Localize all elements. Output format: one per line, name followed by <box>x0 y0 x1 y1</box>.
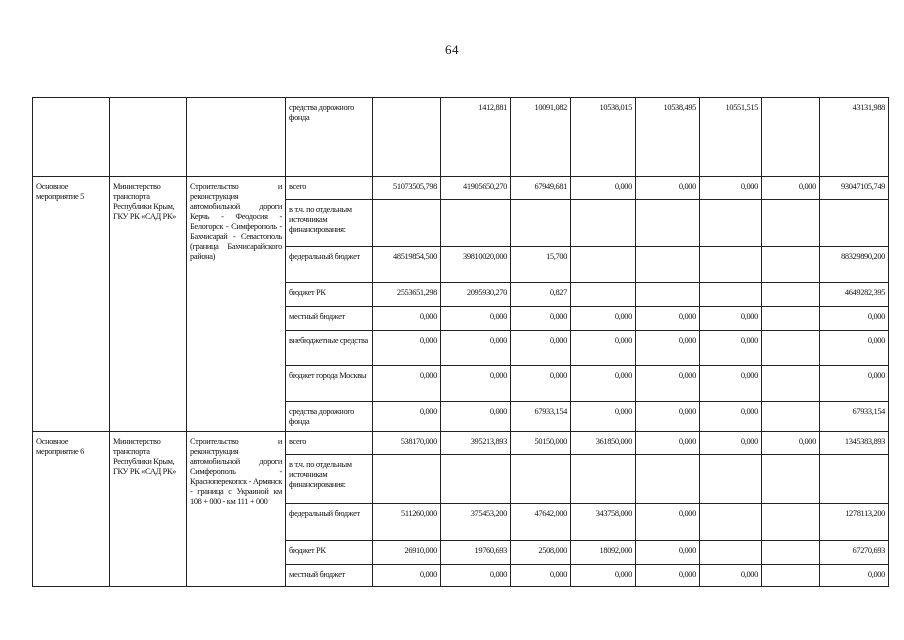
value-cell <box>762 98 820 177</box>
value-cell: 0,000 <box>511 331 571 366</box>
measure-name: Основное мероприятие 5 <box>33 177 110 432</box>
value-cell: 0,000 <box>636 402 700 432</box>
value-cell: 50150,000 <box>511 432 571 455</box>
value-cell: 67933,154 <box>511 402 571 432</box>
value-cell: 2095930,270 <box>441 283 511 307</box>
value-cell: 0,000 <box>636 366 700 402</box>
value-cell: 375453,200 <box>441 504 511 541</box>
value-cell: 39810020,000 <box>441 247 511 283</box>
table-cell <box>110 98 187 177</box>
value-cell: 0,000 <box>762 177 820 200</box>
total-cell: 67270,693 <box>820 541 889 565</box>
total-cell: 93047105,749 <box>820 177 889 200</box>
value-cell <box>636 455 700 504</box>
value-cell: 0,000 <box>636 177 700 200</box>
total-cell <box>820 200 889 247</box>
source-label: федеральный бюджет <box>286 504 373 541</box>
value-cell <box>373 200 441 247</box>
value-cell: 10091,082 <box>511 98 571 177</box>
value-cell: 1412,881 <box>441 98 511 177</box>
measure-description: Строительство и реконструкция автомобильной дороги Симферополь - Красноперекопск - Армянск - граница с Украиной км 108 + 000 - км 111 + 000 <box>187 432 286 587</box>
source-label: всего <box>286 177 373 200</box>
source-label: бюджет РК <box>286 541 373 565</box>
value-cell: 0,000 <box>373 366 441 402</box>
value-cell <box>636 247 700 283</box>
table-cell <box>33 98 110 177</box>
total-cell: 0,000 <box>820 565 889 587</box>
value-cell: 0,000 <box>441 331 511 366</box>
value-cell: 511260,000 <box>373 504 441 541</box>
table-cell <box>187 98 286 177</box>
value-cell <box>636 200 700 247</box>
value-cell: 0,000 <box>373 331 441 366</box>
value-cell: 0,000 <box>441 402 511 432</box>
source-label: в т.ч. по отдельным источникам финансирования: <box>286 200 373 247</box>
source-label: в т.ч. по отдельным источникам финансирования: <box>286 455 373 504</box>
responsible-executor: Министерство транспорта Республики Крым, ГКУ РК «САД РК» <box>110 432 187 587</box>
value-cell <box>762 307 820 331</box>
total-cell: 0,000 <box>820 366 889 402</box>
value-cell: 0,000 <box>700 565 762 587</box>
total-cell: 4649282,395 <box>820 283 889 307</box>
source-label: бюджет города Москвы <box>286 366 373 402</box>
budget-table <box>32 97 889 587</box>
value-cell: 10538,015 <box>571 98 636 177</box>
value-cell <box>441 200 511 247</box>
value-cell <box>762 402 820 432</box>
value-cell <box>700 504 762 541</box>
value-cell <box>762 565 820 587</box>
source-label: местный бюджет <box>286 307 373 331</box>
table-row <box>33 177 889 200</box>
value-cell: 0,000 <box>373 402 441 432</box>
value-cell <box>762 283 820 307</box>
total-cell: 67933,154 <box>820 402 889 432</box>
value-cell: 0,000 <box>700 402 762 432</box>
total-cell: 43131,988 <box>820 98 889 177</box>
value-cell: 47642,000 <box>511 504 571 541</box>
value-cell: 0,000 <box>636 504 700 541</box>
value-cell <box>762 247 820 283</box>
value-cell: 0,000 <box>636 307 700 331</box>
value-cell <box>511 200 571 247</box>
value-cell: 48519854,500 <box>373 247 441 283</box>
value-cell: 2508,000 <box>511 541 571 565</box>
value-cell: 10538,495 <box>636 98 700 177</box>
value-cell <box>700 247 762 283</box>
value-cell: 0,827 <box>511 283 571 307</box>
total-cell: 1345383,893 <box>820 432 889 455</box>
value-cell: 0,000 <box>700 331 762 366</box>
value-cell: 26910,000 <box>373 541 441 565</box>
value-cell: 15,700 <box>511 247 571 283</box>
source-label: внебюджетные средства <box>286 331 373 366</box>
responsible-executor: Министерство транспорта Республики Крым, ГКУ РК «САД РК» <box>110 177 187 432</box>
value-cell: 67949,681 <box>511 177 571 200</box>
value-cell: 361850,000 <box>571 432 636 455</box>
value-cell: 538170,000 <box>373 432 441 455</box>
value-cell: 0,000 <box>571 177 636 200</box>
source-label: средства дорожного фонда <box>286 402 373 432</box>
value-cell: 0,000 <box>511 307 571 331</box>
value-cell: 0,000 <box>700 177 762 200</box>
value-cell <box>762 366 820 402</box>
value-cell: 343758,000 <box>571 504 636 541</box>
value-cell: 0,000 <box>441 565 511 587</box>
value-cell: 51073505,798 <box>373 177 441 200</box>
value-cell: 41905650,270 <box>441 177 511 200</box>
value-cell: 0,000 <box>571 331 636 366</box>
value-cell: 0,000 <box>636 432 700 455</box>
source-label: федеральный бюджет <box>286 247 373 283</box>
value-cell <box>441 455 511 504</box>
value-cell: 10551,515 <box>700 98 762 177</box>
value-cell: 2553651,298 <box>373 283 441 307</box>
source-label: средства дорожного фонда <box>286 98 373 177</box>
value-cell: 19760,693 <box>441 541 511 565</box>
value-cell: 0,000 <box>511 565 571 587</box>
value-cell <box>762 200 820 247</box>
table-row <box>33 432 889 455</box>
value-cell <box>700 283 762 307</box>
value-cell: 0,000 <box>571 366 636 402</box>
value-cell: 0,000 <box>571 402 636 432</box>
value-cell <box>762 541 820 565</box>
value-cell: 0,000 <box>571 565 636 587</box>
value-cell: 395213,893 <box>441 432 511 455</box>
value-cell: 18092,000 <box>571 541 636 565</box>
value-cell <box>762 504 820 541</box>
value-cell <box>571 455 636 504</box>
value-cell <box>700 541 762 565</box>
value-cell: 0,000 <box>441 366 511 402</box>
value-cell <box>373 98 441 177</box>
value-cell: 0,000 <box>636 541 700 565</box>
value-cell: 0,000 <box>700 366 762 402</box>
value-cell <box>700 200 762 247</box>
value-cell <box>373 455 441 504</box>
value-cell: 0,000 <box>441 307 511 331</box>
total-cell: 1278113,200 <box>820 504 889 541</box>
value-cell: 0,000 <box>373 307 441 331</box>
source-label: всего <box>286 432 373 455</box>
page-number: 64 <box>445 42 459 57</box>
value-cell <box>511 455 571 504</box>
value-cell <box>762 331 820 366</box>
measure-name: Основное мероприятие 6 <box>33 432 110 587</box>
total-cell <box>820 455 889 504</box>
value-cell: 0,000 <box>571 307 636 331</box>
value-cell: 0,000 <box>373 565 441 587</box>
total-cell: 88329890,200 <box>820 247 889 283</box>
value-cell: 0,000 <box>636 565 700 587</box>
value-cell: 0,000 <box>636 331 700 366</box>
source-label: бюджет РК <box>286 283 373 307</box>
total-cell: 0,000 <box>820 307 889 331</box>
value-cell <box>762 455 820 504</box>
value-cell <box>700 455 762 504</box>
total-cell: 0,000 <box>820 331 889 366</box>
value-cell <box>571 200 636 247</box>
value-cell: 0,000 <box>511 366 571 402</box>
source-label: местный бюджет <box>286 565 373 587</box>
value-cell <box>571 283 636 307</box>
value-cell: 0,000 <box>700 307 762 331</box>
table-row <box>33 98 889 177</box>
value-cell: 0,000 <box>700 432 762 455</box>
value-cell <box>636 283 700 307</box>
measure-description: Строительство и реконструкция автомобильной дороги Керчь - Феодосия - Белогорск - Симферополь - Бахчисарай - Севастополь (граница Бахчисарайского района) <box>187 177 286 432</box>
value-cell: 0,000 <box>762 432 820 455</box>
value-cell <box>571 247 636 283</box>
